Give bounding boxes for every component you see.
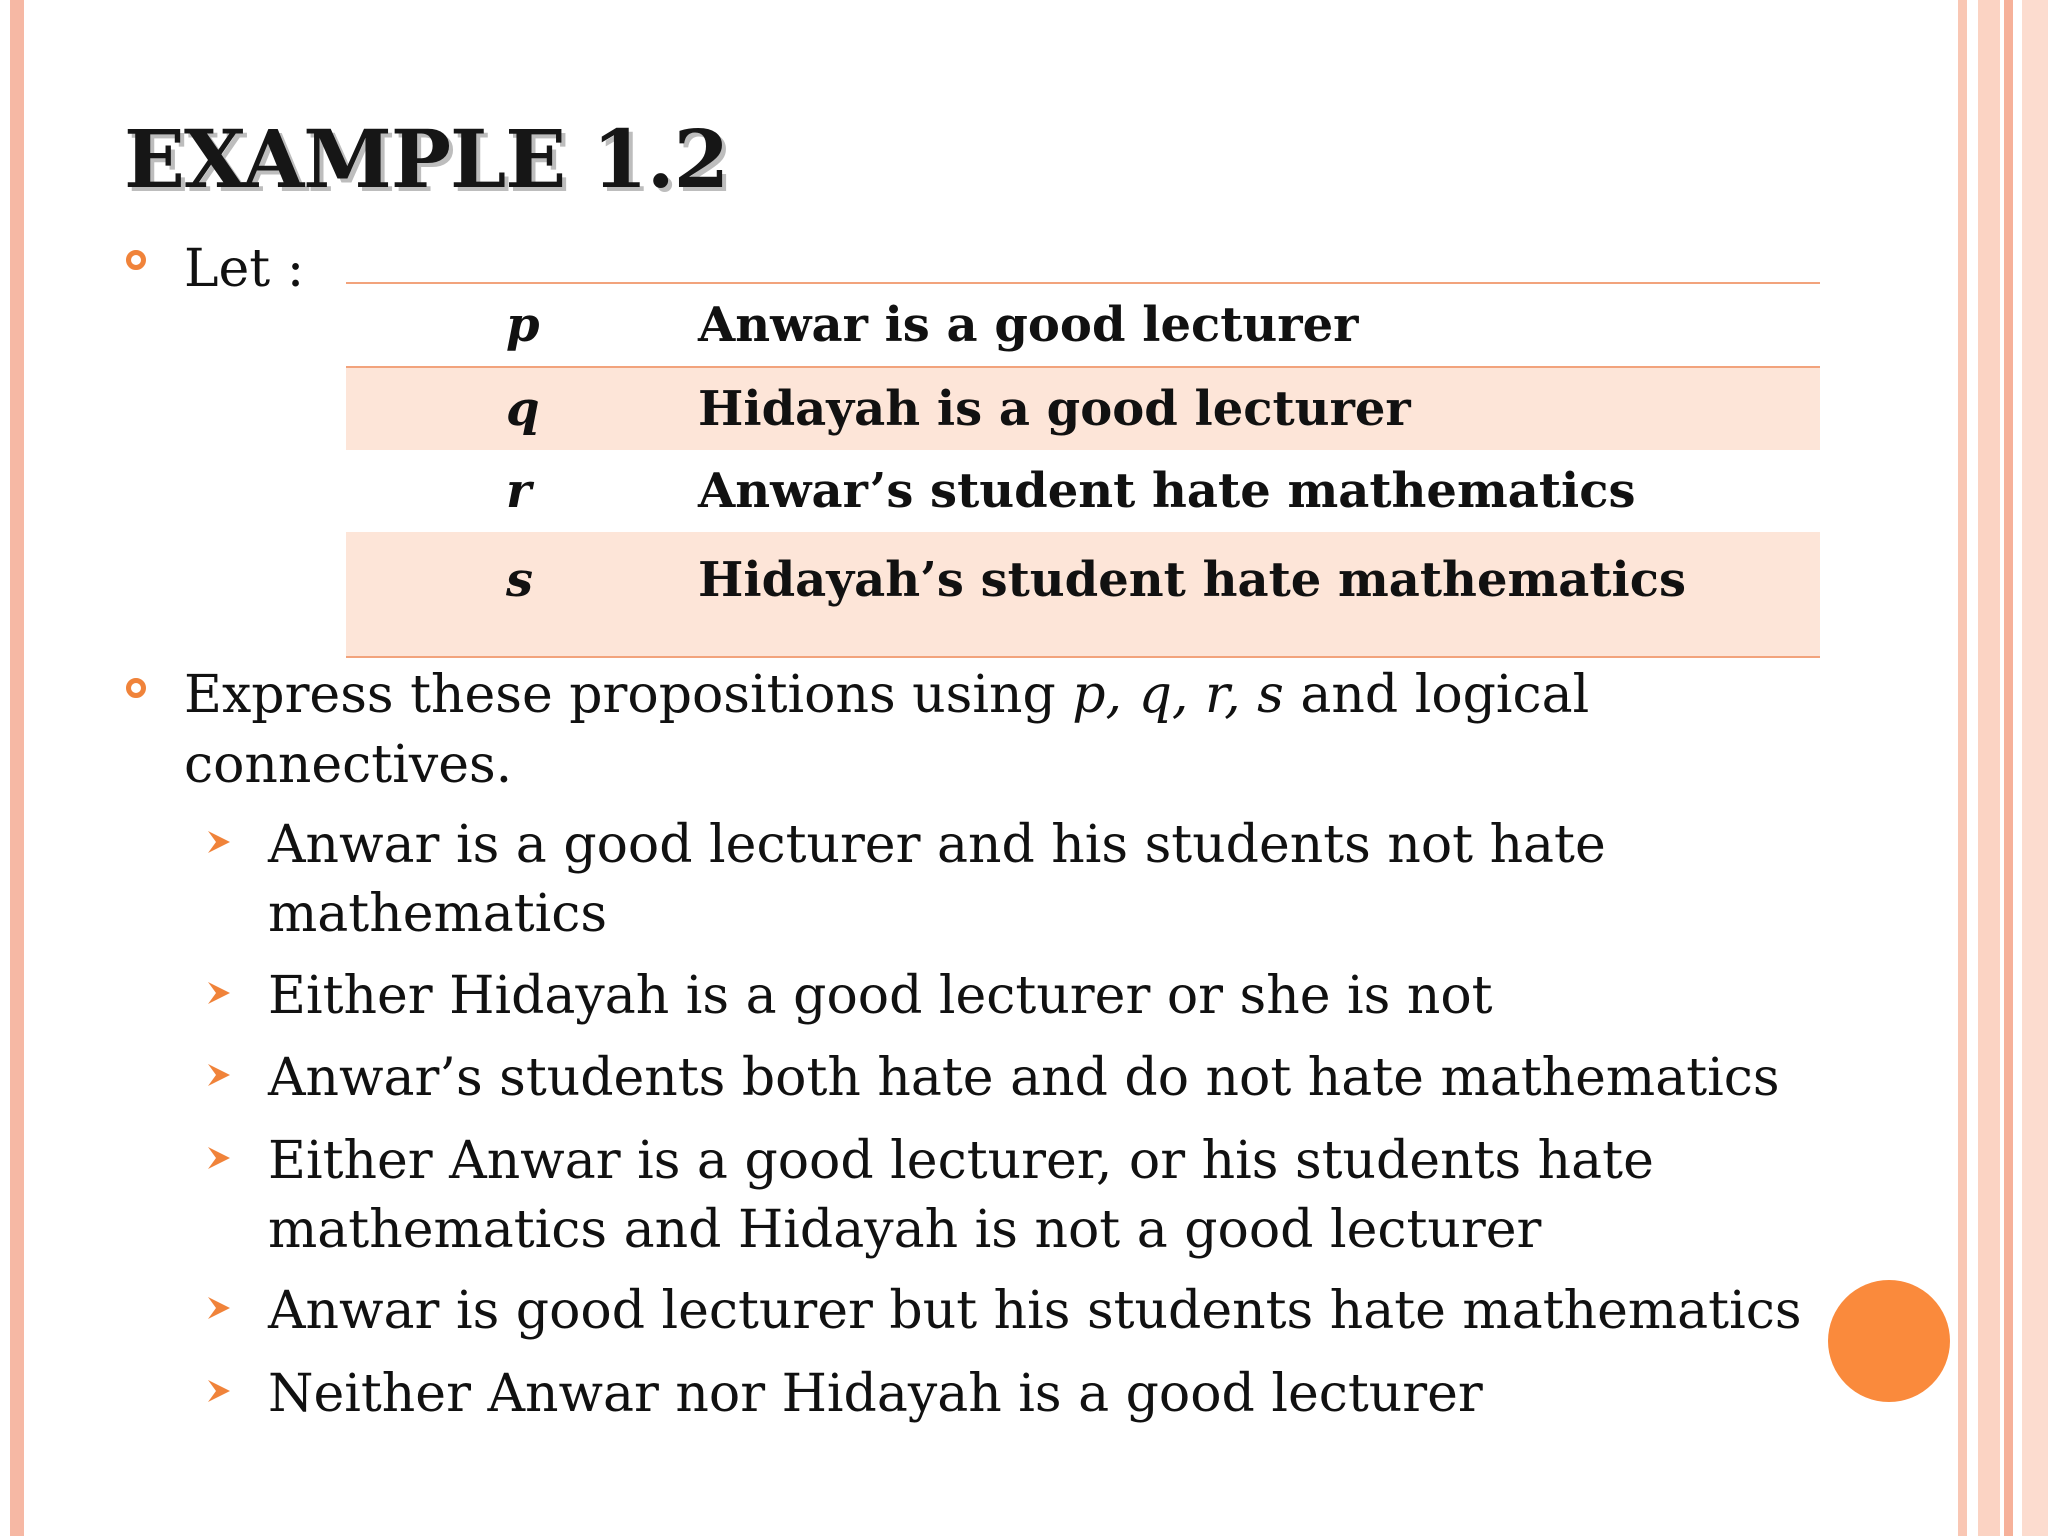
table-row xyxy=(346,450,1820,532)
instruction-variables: p, q, r, s xyxy=(1072,665,1284,725)
arrow-bullet-icon xyxy=(206,1062,232,1088)
instruction-line-2: connectives. xyxy=(184,735,513,795)
table-row xyxy=(346,367,1820,450)
instruction-text: Express these propositions using xyxy=(184,665,1073,725)
statement-line: Neither Anwar nor Hidayah is a good lecturer xyxy=(268,1364,1483,1424)
variable-meaning: Hidayah’s student hate mathematics xyxy=(698,532,1820,657)
statement-line: Either Hidayah is a good lecturer or she is not xyxy=(268,966,1493,1026)
arrow-bullet-icon xyxy=(206,1295,232,1321)
right-border-stripe xyxy=(2022,0,2048,1536)
arrow-bullet-icon xyxy=(206,980,232,1006)
table-row xyxy=(346,283,1820,367)
instruction-text: and logical xyxy=(1283,665,1590,725)
statement-line: mathematics xyxy=(268,884,608,944)
variable-meaning: Anwar is a good lecturer xyxy=(698,283,1820,367)
circle-bullet-icon xyxy=(126,678,146,698)
statement-line: Anwar is good lecturer but his students hate mathematics xyxy=(268,1281,1802,1341)
variable-meaning: Anwar’s student hate mathematics xyxy=(698,463,1636,519)
variable-symbol: r xyxy=(506,463,532,519)
variable-meaning: Hidayah is a good lecturer xyxy=(698,367,1820,450)
table-row xyxy=(346,532,1820,657)
let-label: Let : xyxy=(184,239,305,299)
arrow-bullet-icon xyxy=(206,1145,232,1171)
instruction-line-1 xyxy=(184,660,1589,730)
arrow-bullet-icon xyxy=(206,829,232,855)
variable-symbol: p xyxy=(346,283,698,367)
left-border-stripe xyxy=(10,0,24,1536)
right-border-stripe xyxy=(2004,0,2013,1536)
right-border-stripe xyxy=(1978,0,2000,1536)
statement-line: Anwar is a good lecturer and his students not hate xyxy=(268,815,1606,875)
variable-symbol: s xyxy=(346,532,698,657)
slide-title: EXAMPLE 1.2 xyxy=(124,112,729,206)
variables-table xyxy=(346,282,1820,658)
statement-line: Anwar’s students both hate and do not hate mathematics xyxy=(268,1048,1780,1108)
arrow-bullet-icon xyxy=(206,1378,232,1404)
circle-bullet-icon xyxy=(126,250,146,270)
statement-line: Either Anwar is a good lecturer, or his students hate xyxy=(268,1131,1654,1191)
statement-line: mathematics and Hidayah is not a good lecturer xyxy=(268,1200,1542,1260)
variable-symbol: q xyxy=(346,367,698,450)
right-border-stripe xyxy=(1958,0,1967,1536)
decorative-circle xyxy=(1828,1280,1950,1402)
